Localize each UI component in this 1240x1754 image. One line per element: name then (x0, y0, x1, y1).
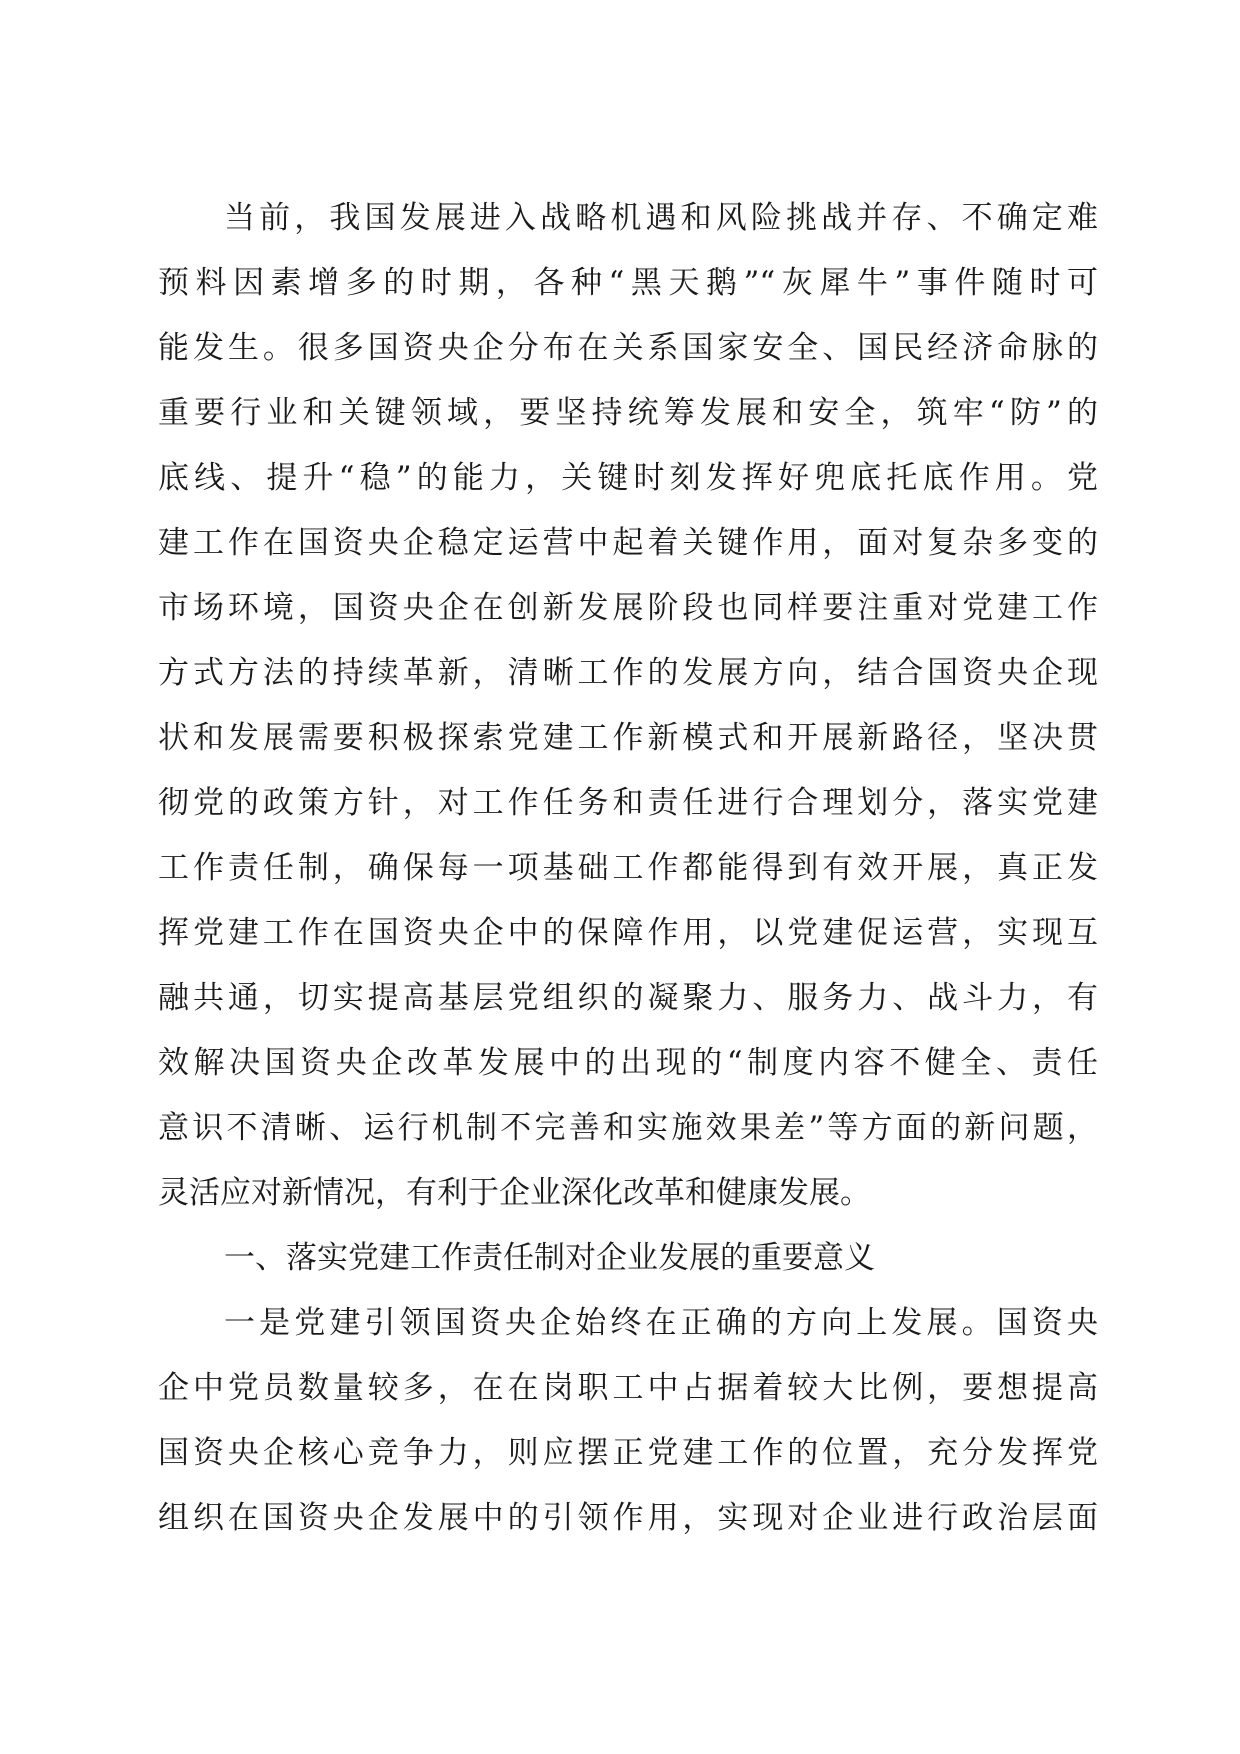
text-line: 挥党建工作在国资央企中的保障作用，以党建促运营，实现互 (158, 915, 1098, 951)
text-line: 一是党建引领国资央企始终在正确的方向上发展。国资央 (224, 1305, 1098, 1341)
text-line: 重要行业和关键领域，要坚持统筹发展和安全，筑牢“防”的 (158, 395, 1098, 431)
text-line: 意识不清晰、运行机制不完善和实施效果差”等方面的新问题， (158, 1110, 1098, 1146)
text-line: 效解决国资央企改革发展中的出现的“制度内容不健全、责任 (158, 1045, 1098, 1081)
text-line: 组织在国资央企发展中的引领作用，实现对企业进行政治层面 (158, 1500, 1098, 1536)
text-line: 状和发展需要积极探索党建工作新模式和开展新路径，坚决贯 (158, 720, 1098, 756)
paragraph-point-one (158, 1291, 1098, 1551)
text-line: 底线、提升“稳”的能力，关键时刻发挥好兜底托底作用。党 (158, 460, 1098, 496)
text-line: 企中党员数量较多，在在岗职工中占据着较大比例，要想提高 (158, 1370, 1098, 1406)
text-line: 市场环境，国资央企在创新发展阶段也同样要注重对党建工作 (158, 590, 1098, 626)
text-line: 能发生。很多国资央企分布在关系国家安全、国民经济命脉的 (158, 330, 1098, 366)
text-line: 预料因素增多的时期，各种“黑天鹅”“灰犀牛”事件随时可 (158, 265, 1098, 301)
text-line: 国资央企核心竞争力，则应摆正党建工作的位置，充分发挥党 (158, 1435, 1098, 1471)
document-body (158, 186, 1098, 1551)
text-line: 建工作在国资央企稳定运营中起着关键作用，面对复杂多变的 (158, 525, 1098, 561)
text-line: 融共通，切实提高基层党组织的凝聚力、服务力、战斗力，有 (158, 980, 1098, 1016)
text-line: 彻党的政策方针，对工作任务和责任进行合理划分，落实党建 (158, 785, 1098, 821)
text-line: 工作责任制，确保每一项基础工作都能得到有效开展，真正发 (158, 850, 1098, 886)
text-line: 当前，我国发展进入战略机遇和风险挑战并存、不确定难 (224, 200, 1098, 236)
paragraph-intro (158, 186, 1098, 1226)
section-heading: 一、落实党建工作责任制对企业发展的重要意义 (224, 1240, 875, 1276)
text-line: 灵活应对新情况，有利于企业深化改革和健康发展。 (158, 1175, 871, 1211)
text-line: 方式方法的持续革新，清晰工作的发展方向，结合国资央企现 (158, 655, 1098, 691)
